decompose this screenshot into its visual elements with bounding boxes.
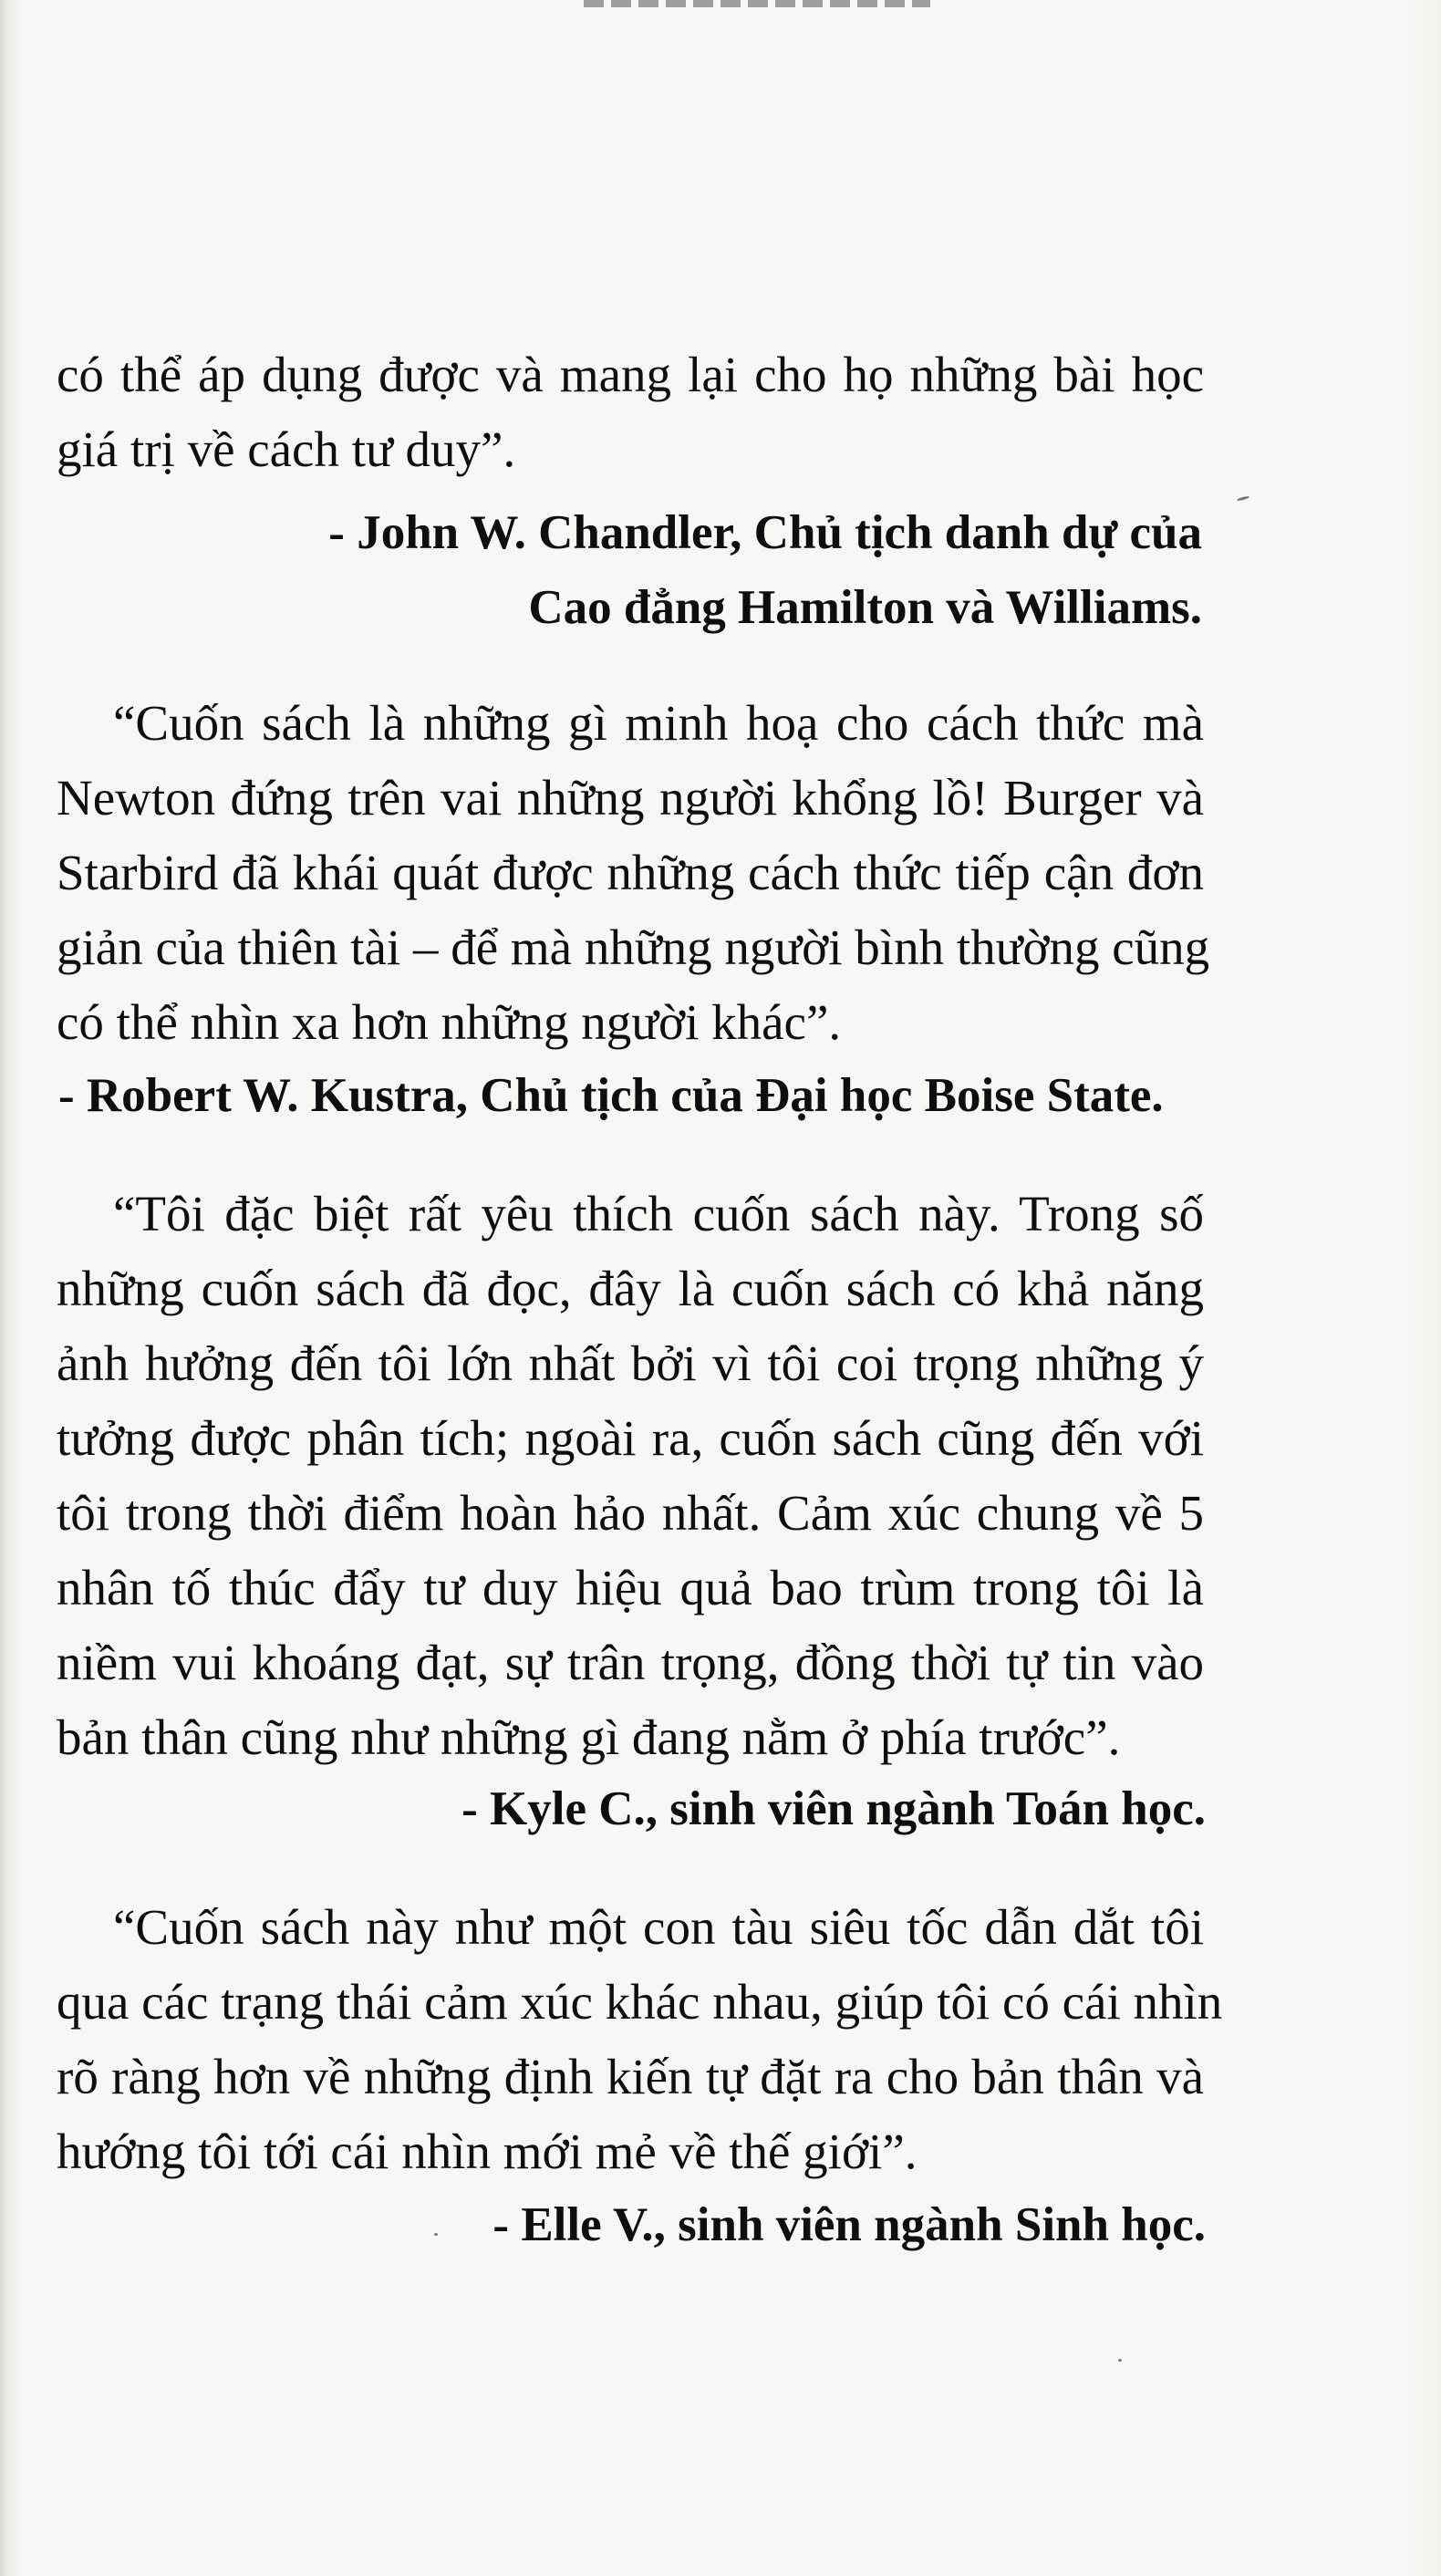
quote-line: có thể áp dụng được và mang lại cho họ những bài học — [57, 347, 1204, 402]
top-edge-text-fragment — [584, 0, 930, 7]
continued-quote — [57, 338, 1204, 487]
quote-line: nhân tố thúc đẩy tư duy hiệu quả bao trùm trong tôi là — [57, 1560, 1204, 1615]
attribution-kyle: - Kyle C., sinh viên ngành Toán học. — [461, 1782, 1206, 1835]
quote-line: giản của thiên tài – để mà những người bình thường cũng — [57, 919, 1210, 975]
quote-line: “Tôi đặc biệt rất yêu thích cuốn sách này. Trong số — [113, 1186, 1204, 1241]
quote-line: “Cuốn sách này như một con tàu siêu tốc dẫn dắt tôi — [113, 1899, 1204, 1955]
quote-line: bản thân cũng như những gì đang nằm ở phía trước”. — [57, 1709, 1121, 1765]
quote-line: Starbird đã khái quát được những cách thức tiếp cận đơn — [57, 845, 1204, 900]
quote-line: “Cuốn sách là những gì minh hoạ cho cách thức mà — [113, 695, 1204, 751]
attribution-elle: - Elle V., sinh viên ngành Sinh học. — [492, 2198, 1206, 2251]
quote-kyle — [57, 1177, 1204, 1775]
quote-line: niềm vui khoáng đạt, sự trân trọng, đồng thời tự tin vào — [57, 1635, 1204, 1690]
attribution-kustra: - Robert W. Kustra, Chủ tịch của Đại học Boise State. — [58, 1069, 1164, 1122]
quote-line: tôi trong thời điểm hoàn hảo nhất. Cảm xúc chung về 5 — [57, 1485, 1204, 1541]
quote-line: giá trị về cách tư duy”. — [57, 421, 516, 477]
attribution-chandler-line1: - John W. Chandler, Chủ tịch danh dự của — [328, 506, 1202, 559]
quote-line: qua các trạng thái cảm xúc khác nhau, giúp tôi có cái nhìn — [57, 1974, 1223, 2030]
quote-line: hướng tôi tới cái nhìn mới mẻ về thế giới”. — [57, 2124, 917, 2179]
quote-elle — [57, 1890, 1223, 2189]
quote-line: Newton đứng trên vai những người khổng lồ! Burger và — [57, 770, 1204, 826]
quote-newton — [57, 686, 1210, 1060]
quote-line: tưởng được phân tích; ngoài ra, cuốn sách cũng đến với — [57, 1410, 1204, 1466]
attribution-chandler-line2: Cao đẳng Hamilton và Williams. — [528, 581, 1202, 634]
scan-speck — [1237, 495, 1249, 502]
quote-line: những cuốn sách đã đọc, đây là cuốn sách có khả năng — [57, 1261, 1204, 1316]
quote-line: rõ ràng hơn về những định kiến tự đặt ra cho bản thân và — [57, 2049, 1204, 2104]
quote-line: có thể nhìn xa hơn những người khác”. — [57, 994, 842, 1050]
quote-line: ảnh hưởng đến tôi lớn nhất bởi vì tôi coi trọng những ý — [57, 1335, 1204, 1391]
scan-speck — [434, 2233, 438, 2236]
scan-speck — [1118, 2359, 1122, 2362]
